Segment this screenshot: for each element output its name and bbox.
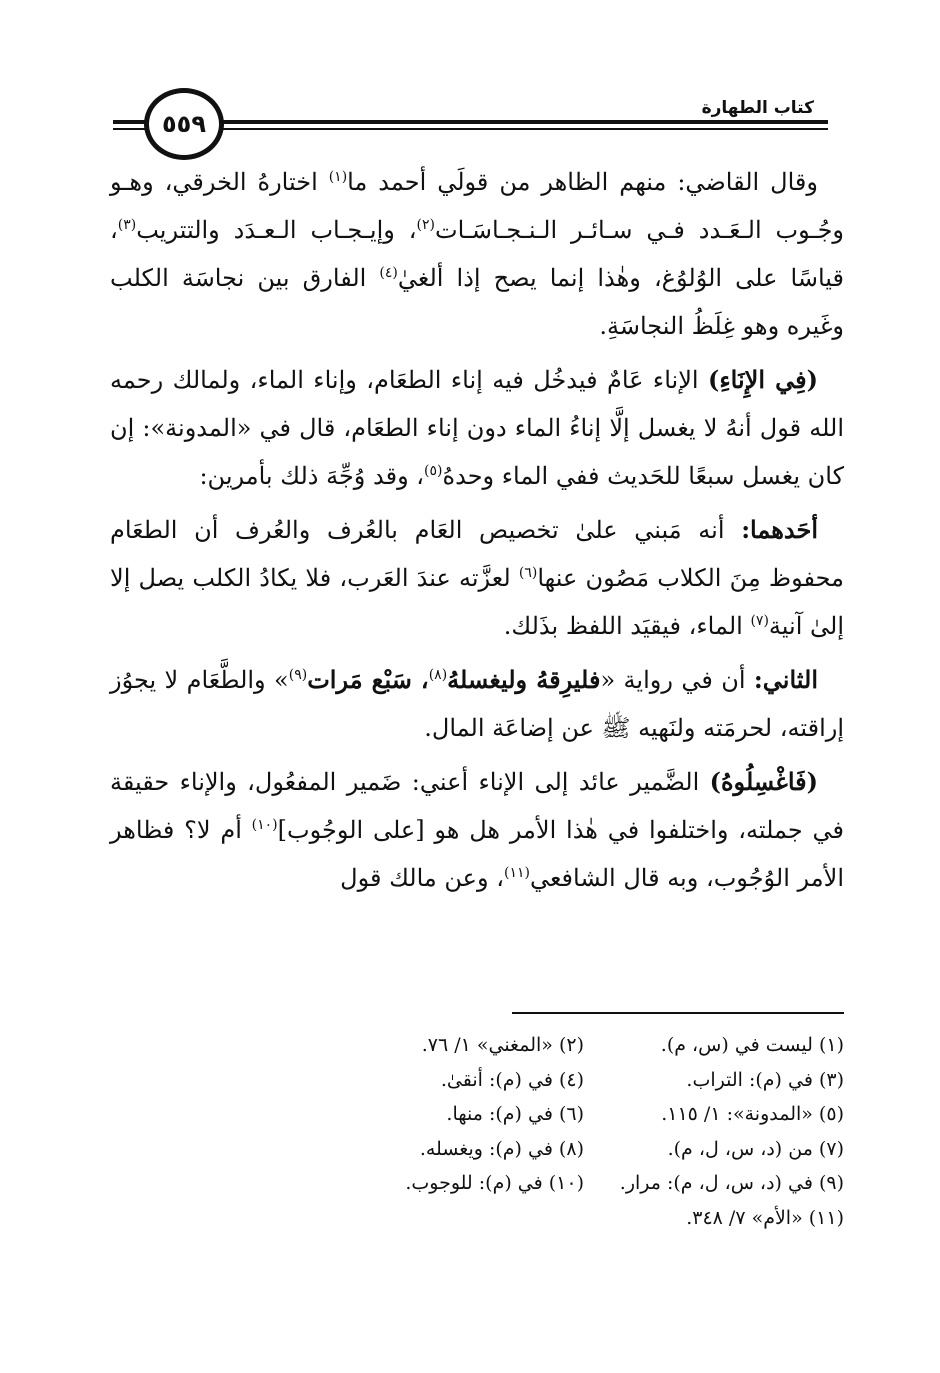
paragraph-1	[110, 158, 844, 350]
footnote-ref: (٣)	[117, 217, 137, 233]
page-number-badge	[144, 88, 224, 160]
main-text	[110, 158, 844, 902]
footnote-ref: (٥)	[424, 463, 443, 479]
footnote: (٣) في (م): التراب.	[686, 1068, 844, 1091]
text-run: وقال القاضي: منهم الظاهر من قولَي أحمد ما	[347, 168, 818, 196]
chapter-title: كتاب الطهارة	[694, 98, 822, 118]
paragraph-lead: أحَدهما:	[741, 515, 818, 544]
footnote-ref: (٨)	[428, 667, 448, 683]
footnote: (٩) في (د، س، ل، م): مرار.	[619, 1172, 844, 1195]
footnote: (٧) من (د، س، ل، م).	[667, 1137, 844, 1160]
text-run: أن في رواية «	[600, 666, 754, 694]
text-run: اختارهُ الخرقي، وهـو وجُـوب الـعَـدد فـي سـائـر الـنـجـاسَـات	[110, 168, 845, 244]
footnote-ref: (٤)	[379, 265, 398, 281]
text-run: ، وقد وُجِّهَ ذلك بأمرين:	[199, 462, 425, 490]
footnote-ref: (٧)	[750, 613, 769, 629]
text-run: لعزَّته عندَ العَرب، فلا يكادُ الكلب يصل إلا إلىٰ آنية	[110, 564, 844, 640]
text-run: الفارق بين نجاسَة الكلب وغَيره وهو غِلَظُ النجاسَةِ.	[110, 264, 844, 340]
footnote-ref: (٩)	[288, 667, 308, 683]
paragraph-2	[110, 356, 844, 500]
text-run: أنه مَبني علىٰ تخصيص العَام بالعُرف والعُرف أن الطعَام محفوظ مِنَ الكلاب مَصُون عنها	[110, 516, 844, 592]
footnote-separator	[512, 1012, 844, 1014]
paragraph-lead: (فِي الإِنَاءِ)	[708, 365, 818, 394]
paragraph-4	[110, 656, 844, 752]
hadith-quote: فليرِقهُ وليغسلهُ	[447, 665, 601, 694]
footnote: (١) ليست في (س، م).	[660, 1034, 844, 1056]
paragraph-3	[110, 506, 844, 650]
footnote: (١١) «الأم» ٧/ ٣٤٨.	[686, 1206, 844, 1229]
footnote: (٢) «المغني» ١/ ٧٦.	[421, 1034, 584, 1056]
footnote-ref: (١٠)	[251, 817, 278, 833]
text-run: الضَّمير عائد إلى الإناء أعني: ضَمير المفعُول، والإناء حقيقة في جملته، واختلفوا في هٰذا الأمر هل هو [على الوجُوب]	[110, 768, 845, 844]
footnotes	[324, 1028, 844, 1236]
text-run: ، وعن مالك قول	[340, 864, 504, 892]
text-run: » والطَّعَام لا يجوُز إراقته، لحرمَته ولنَهيه ﷺ عن إضاعَة المال.	[110, 666, 844, 742]
footnote-ref: (١١)	[503, 865, 530, 881]
footnote-ref: (٦)	[518, 565, 538, 581]
text-run: أم لا؟ فظاهر الأمر الوُجُوب، وبه قال الشافعي	[110, 816, 844, 892]
footnote: (٤) في (م): أنقىٰ.	[440, 1068, 584, 1091]
paragraph-lead: الثاني:	[753, 665, 818, 694]
text-run: الماء، فيقيَد اللفظ بذَلك.	[503, 612, 751, 640]
footnote-ref: (٢)	[416, 217, 435, 233]
footnote: (٨) في (م): ويغسله.	[419, 1137, 584, 1160]
footnote: (٦) في (م): منها.	[446, 1103, 584, 1126]
paragraph-lead: (فَاغْسِلُوهُ)	[709, 767, 818, 796]
text-run: ، وإيـجـاب الـعـدَد والتتريب	[136, 216, 417, 244]
footnote: (٥) «المدونة»: ١/ ١١٥.	[661, 1103, 844, 1126]
text-run: الإناء عَامٌ فيدخُل فيه إناء الطعَام، وإناء الماء، ولمالك رحمه الله قول أنهُ لا يغسل إلَّا إناءُ الماء دون إناء الطعَام، قال في «المدونة»: إن كان يغسل سبعًا للحَديث ففي الماء وحدهُ	[110, 366, 845, 490]
footnote: (١٠) في (م): للوجوب.	[405, 1172, 584, 1195]
hadith-quote: ، سَبْع مَرات	[307, 665, 429, 694]
footnote-ref: (١)	[328, 169, 348, 185]
paragraph-5	[110, 758, 844, 902]
text-run: ، قياسًا على الوُلوُغ، وهٰذا إنما يصح إذا ألغيٰ	[110, 216, 844, 292]
page-number: ٥٥٩	[162, 110, 206, 138]
